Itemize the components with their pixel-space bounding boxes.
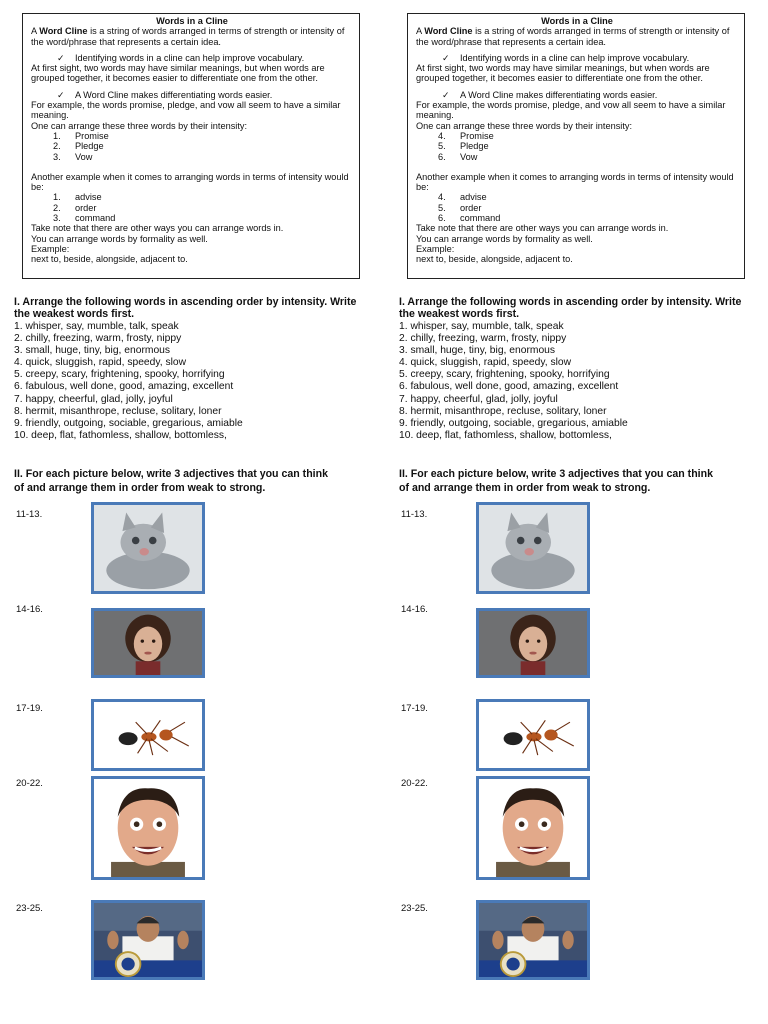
word-cline-info-box xyxy=(407,13,745,279)
picture-label: 17-19. xyxy=(401,703,428,714)
box-title: Words in a Cline xyxy=(541,16,613,26)
note-2: You can arrange words by formality as well. xyxy=(31,233,208,244)
worksheet-right xyxy=(399,0,767,1024)
intensity-list xyxy=(416,131,738,162)
list-item: 1. whisper, say, mumble, talk, speak xyxy=(399,321,564,332)
kitten-photo xyxy=(91,502,205,594)
list-item: 4. quick, sluggish, rapid, speedy, slow xyxy=(399,357,572,369)
intensity-list-2 xyxy=(416,192,738,223)
ant-photo xyxy=(476,699,590,771)
example-text: next to, beside, alongside, adjacent to. xyxy=(31,254,188,265)
intensity-list xyxy=(31,131,353,162)
another-text: Another example when it comes to arranging words in terms of intensity would be: xyxy=(416,171,734,193)
note-1: Take note that there are other ways you can arrange words in. xyxy=(31,223,284,234)
box-title: Words in a Cline xyxy=(156,16,228,26)
kitten-photo xyxy=(476,502,590,594)
list-item: 1. whisper, say, mumble, talk, speak xyxy=(14,321,179,332)
list-item: 4. advise xyxy=(438,192,487,203)
list-item: 2. chilly, freezing, warm, frosty, nippy xyxy=(399,333,567,345)
man-at-podium-photo xyxy=(476,900,590,980)
example-label: Example: xyxy=(31,243,70,254)
list-item: 3. small, huge, tiny, big, enormous xyxy=(14,345,171,357)
point-1: ✓ Identifying words in a cline can help improve vocabulary. xyxy=(57,52,305,63)
section-1-items xyxy=(14,321,370,442)
list-item: 2. Pledge xyxy=(53,141,104,152)
list-item: 7. happy, cheerful, glad, jolly, joyful xyxy=(14,393,173,405)
list-item: 4. quick, sluggish, rapid, speedy, slow xyxy=(14,357,187,369)
check-icon: ✓ xyxy=(442,52,450,63)
list-item: 9. friendly, outgoing, sociable, gregarious, amiable xyxy=(399,417,628,429)
point-1: ✓ Identifying words in a cline can help improve vocabulary. xyxy=(442,52,690,63)
picture-label: 11-13. xyxy=(401,509,428,520)
list-item: 3. small, huge, tiny, big, enormous xyxy=(399,345,556,357)
list-item: 4. Promise xyxy=(438,130,494,141)
section-1 xyxy=(14,296,370,442)
picture-label: 11-13. xyxy=(16,509,43,520)
list-item: 8. hermit, misanthrope, recluse, solitary, loner xyxy=(399,405,607,417)
list-item: 5. Pledge xyxy=(438,141,489,152)
section-2-heading: II. For each picture below, write 3 adjectives that you can think of and arrange them in order from weak to strong. xyxy=(399,467,713,494)
section-1 xyxy=(399,296,755,442)
arrange-text: One can arrange these three words by their intensity: xyxy=(31,120,248,131)
another-text: Another example when it comes to arranging words in terms of intensity would be: xyxy=(31,171,349,193)
note-1: Take note that there are other ways you can arrange words in. xyxy=(416,223,669,234)
word-cline-info-box xyxy=(22,13,360,279)
list-item: 8. hermit, misanthrope, recluse, solitary, loner xyxy=(14,405,222,417)
list-item: 1. advise xyxy=(53,192,102,203)
section-1-heading: I. Arrange the following words in ascending order by intensity. Write the weakest words first. xyxy=(14,296,357,320)
list-item: 6. command xyxy=(438,213,501,224)
list-item: 10. deep, flat, fathomless, shallow, bottomless, xyxy=(399,429,612,441)
list-item: 2. chilly, freezing, warm, frosty, nippy xyxy=(14,333,182,345)
point-2: ✓ A Word Cline makes differentiating words easier. xyxy=(57,89,273,100)
list-item: 3. Vow xyxy=(53,151,93,162)
woman-portrait-photo xyxy=(91,608,205,678)
man-at-podium-photo xyxy=(91,900,205,980)
section-1-items xyxy=(399,321,755,442)
point-2-text: For example, the words promise, pledge, and vow all seem to have a similar meaning. xyxy=(31,100,341,121)
check-icon: ✓ xyxy=(57,89,65,100)
list-item: 7. happy, cheerful, glad, jolly, joyful xyxy=(399,393,558,405)
arrange-text: One can arrange these three words by their intensity: xyxy=(416,120,633,131)
picture-label: 17-19. xyxy=(16,703,43,714)
picture-label: 23-25. xyxy=(16,903,43,914)
example-label: Example: xyxy=(416,243,455,254)
picture-label: 20-22. xyxy=(16,778,43,789)
section-1-heading: I. Arrange the following words in ascending order by intensity. Write the weakest words first. xyxy=(399,296,742,320)
point-2: ✓ A Word Cline makes differentiating words easier. xyxy=(442,89,658,100)
intro-text: A Word Cline is a string of words arranged in terms of strength or intensity of the word/phrase that represents a certain idea. xyxy=(31,26,345,47)
list-item: 6. fabulous, well done, good, amazing, excellent xyxy=(399,381,619,393)
list-item: 1. Promise xyxy=(53,130,109,141)
picture-label: 23-25. xyxy=(401,903,428,914)
list-item: 5. order xyxy=(438,202,482,213)
list-item: 2. order xyxy=(53,202,97,213)
point-1-text: At first sight, two words may have similar meanings, but when words are grouped together, it becomes easier to differentiate one from the other. xyxy=(31,63,325,84)
smiling-man-face-photo xyxy=(91,776,205,880)
picture-label: 14-16. xyxy=(16,604,43,615)
intro-text: A Word Cline is a string of words arranged in terms of strength or intensity of the word/phrase that represents a certain idea. xyxy=(416,26,730,47)
example-text: next to, beside, alongside, adjacent to. xyxy=(416,254,573,265)
note-2: You can arrange words by formality as well. xyxy=(416,233,593,244)
picture-label: 14-16. xyxy=(401,604,428,615)
point-1-text: At first sight, two words may have similar meanings, but when words are grouped together, it becomes easier to differentiate one from the other. xyxy=(416,63,710,84)
worksheet-left xyxy=(14,0,382,1024)
point-2-text: For example, the words promise, pledge, and vow all seem to have a similar meaning. xyxy=(416,100,726,121)
woman-portrait-photo xyxy=(476,608,590,678)
list-item: 9. friendly, outgoing, sociable, gregarious, amiable xyxy=(14,417,243,429)
section-2-heading: II. For each picture below, write 3 adjectives that you can think of and arrange them in order from weak to strong. xyxy=(14,467,328,494)
intensity-list-2 xyxy=(31,192,353,223)
list-item: 5. creepy, scary, frightening, spooky, horrifying xyxy=(399,369,610,381)
list-item: 5. creepy, scary, frightening, spooky, horrifying xyxy=(14,369,225,381)
check-icon: ✓ xyxy=(57,52,65,63)
list-item: 6. Vow xyxy=(438,151,478,162)
smiling-man-face-photo xyxy=(476,776,590,880)
list-item: 10. deep, flat, fathomless, shallow, bottomless, xyxy=(14,429,227,441)
list-item: 3. command xyxy=(53,213,116,224)
picture-label: 20-22. xyxy=(401,778,428,789)
check-icon: ✓ xyxy=(442,89,450,100)
list-item: 6. fabulous, well done, good, amazing, excellent xyxy=(14,381,234,393)
ant-photo xyxy=(91,699,205,771)
